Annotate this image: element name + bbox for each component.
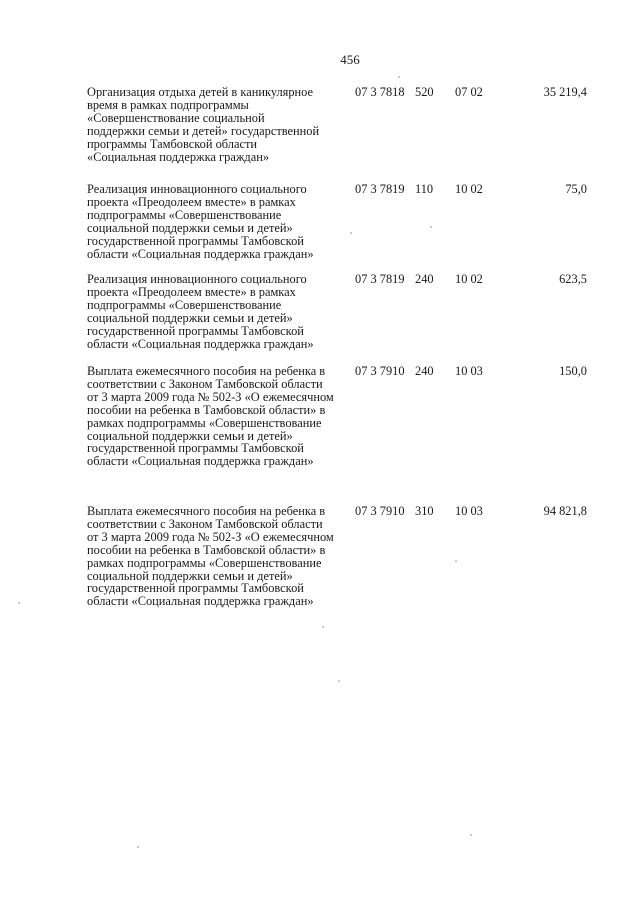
table-row <box>87 183 587 260</box>
row-description: Реализация инновационного социального проекта «Преодолеем вместе» в рамках подпрограммы «Совершенствование социальной поддержки семьи и детей» государственной программы Тамбовской области «Социальная поддержка граждан» <box>87 182 314 261</box>
scan-speck <box>137 846 139 848</box>
row-target-code: 07 3 7910 <box>355 504 405 518</box>
budget-table <box>87 86 587 645</box>
scan-speck <box>338 680 340 682</box>
row-amount: 94 821,8 <box>543 504 587 518</box>
row-section: 10 03 <box>455 364 483 378</box>
row-section: 07 02 <box>455 85 483 99</box>
row-expense-type: 110 <box>415 182 434 196</box>
scan-speck <box>430 226 432 228</box>
row-target-code: 07 3 7819 <box>355 182 405 196</box>
row-expense-type: 310 <box>415 504 434 518</box>
scan-speck <box>18 602 20 604</box>
row-expense-type: 520 <box>415 85 434 99</box>
scan-speck <box>322 626 324 628</box>
row-section: 10 03 <box>455 504 483 518</box>
row-section: 10 02 <box>455 182 483 196</box>
row-amount: 623,5 <box>559 272 587 286</box>
table-row <box>87 86 587 183</box>
row-section: 10 02 <box>455 272 483 286</box>
table-row <box>87 505 587 645</box>
scan-speck <box>455 560 457 562</box>
row-amount: 75,0 <box>565 182 587 196</box>
row-expense-type: 240 <box>415 364 434 378</box>
row-target-code: 07 3 7910 <box>355 364 405 378</box>
row-description: Реализация инновационного социального проекта «Преодолеем вместе» в рамках подпрограммы «Совершенствование социальной поддержки семьи и детей» государственной программы Тамбовской области «Социальная поддержка граждан» <box>87 272 314 351</box>
row-description: Выплата ежемесячного пособия на ребенка в соответствии с Законом Тамбовской области от 3 марта 2009 года № 502-З «О ежемесячном пособии на ребенка в Тамбовской области» в рамках подпрограммы «Совершенствование социальной поддержки семьи и детей» государственной программы Тамбовской области «Социальная поддержка граждан» <box>87 364 334 469</box>
table-row <box>87 365 587 505</box>
scan-speck <box>350 232 352 234</box>
scan-speck <box>470 834 472 836</box>
table-row <box>87 273 587 365</box>
row-description: Организация отдыха детей в каникулярное время в рамках подпрограммы «Совершенствование социальной поддержки семьи и детей» государственной программы Тамбовской области «Социальная поддержка граждан» <box>87 85 320 164</box>
page-number: 456 <box>340 52 360 67</box>
row-expense-type: 240 <box>415 272 434 286</box>
row-amount: 35 219,4 <box>543 85 587 99</box>
row-amount: 150,0 <box>559 364 587 378</box>
scan-speck <box>398 76 400 78</box>
row-description: Выплата ежемесячного пособия на ребенка в соответствии с Законом Тамбовской области от 3 марта 2009 года № 502-З «О ежемесячном пособии на ребенка в Тамбовской области» в рамках подпрограммы «Совершенствование социальной поддержки семьи и детей» государственной программы Тамбовской области «Социальная поддержка граждан» <box>87 504 334 609</box>
row-target-code: 07 3 7819 <box>355 272 405 286</box>
row-target-code: 07 3 7818 <box>355 85 405 99</box>
